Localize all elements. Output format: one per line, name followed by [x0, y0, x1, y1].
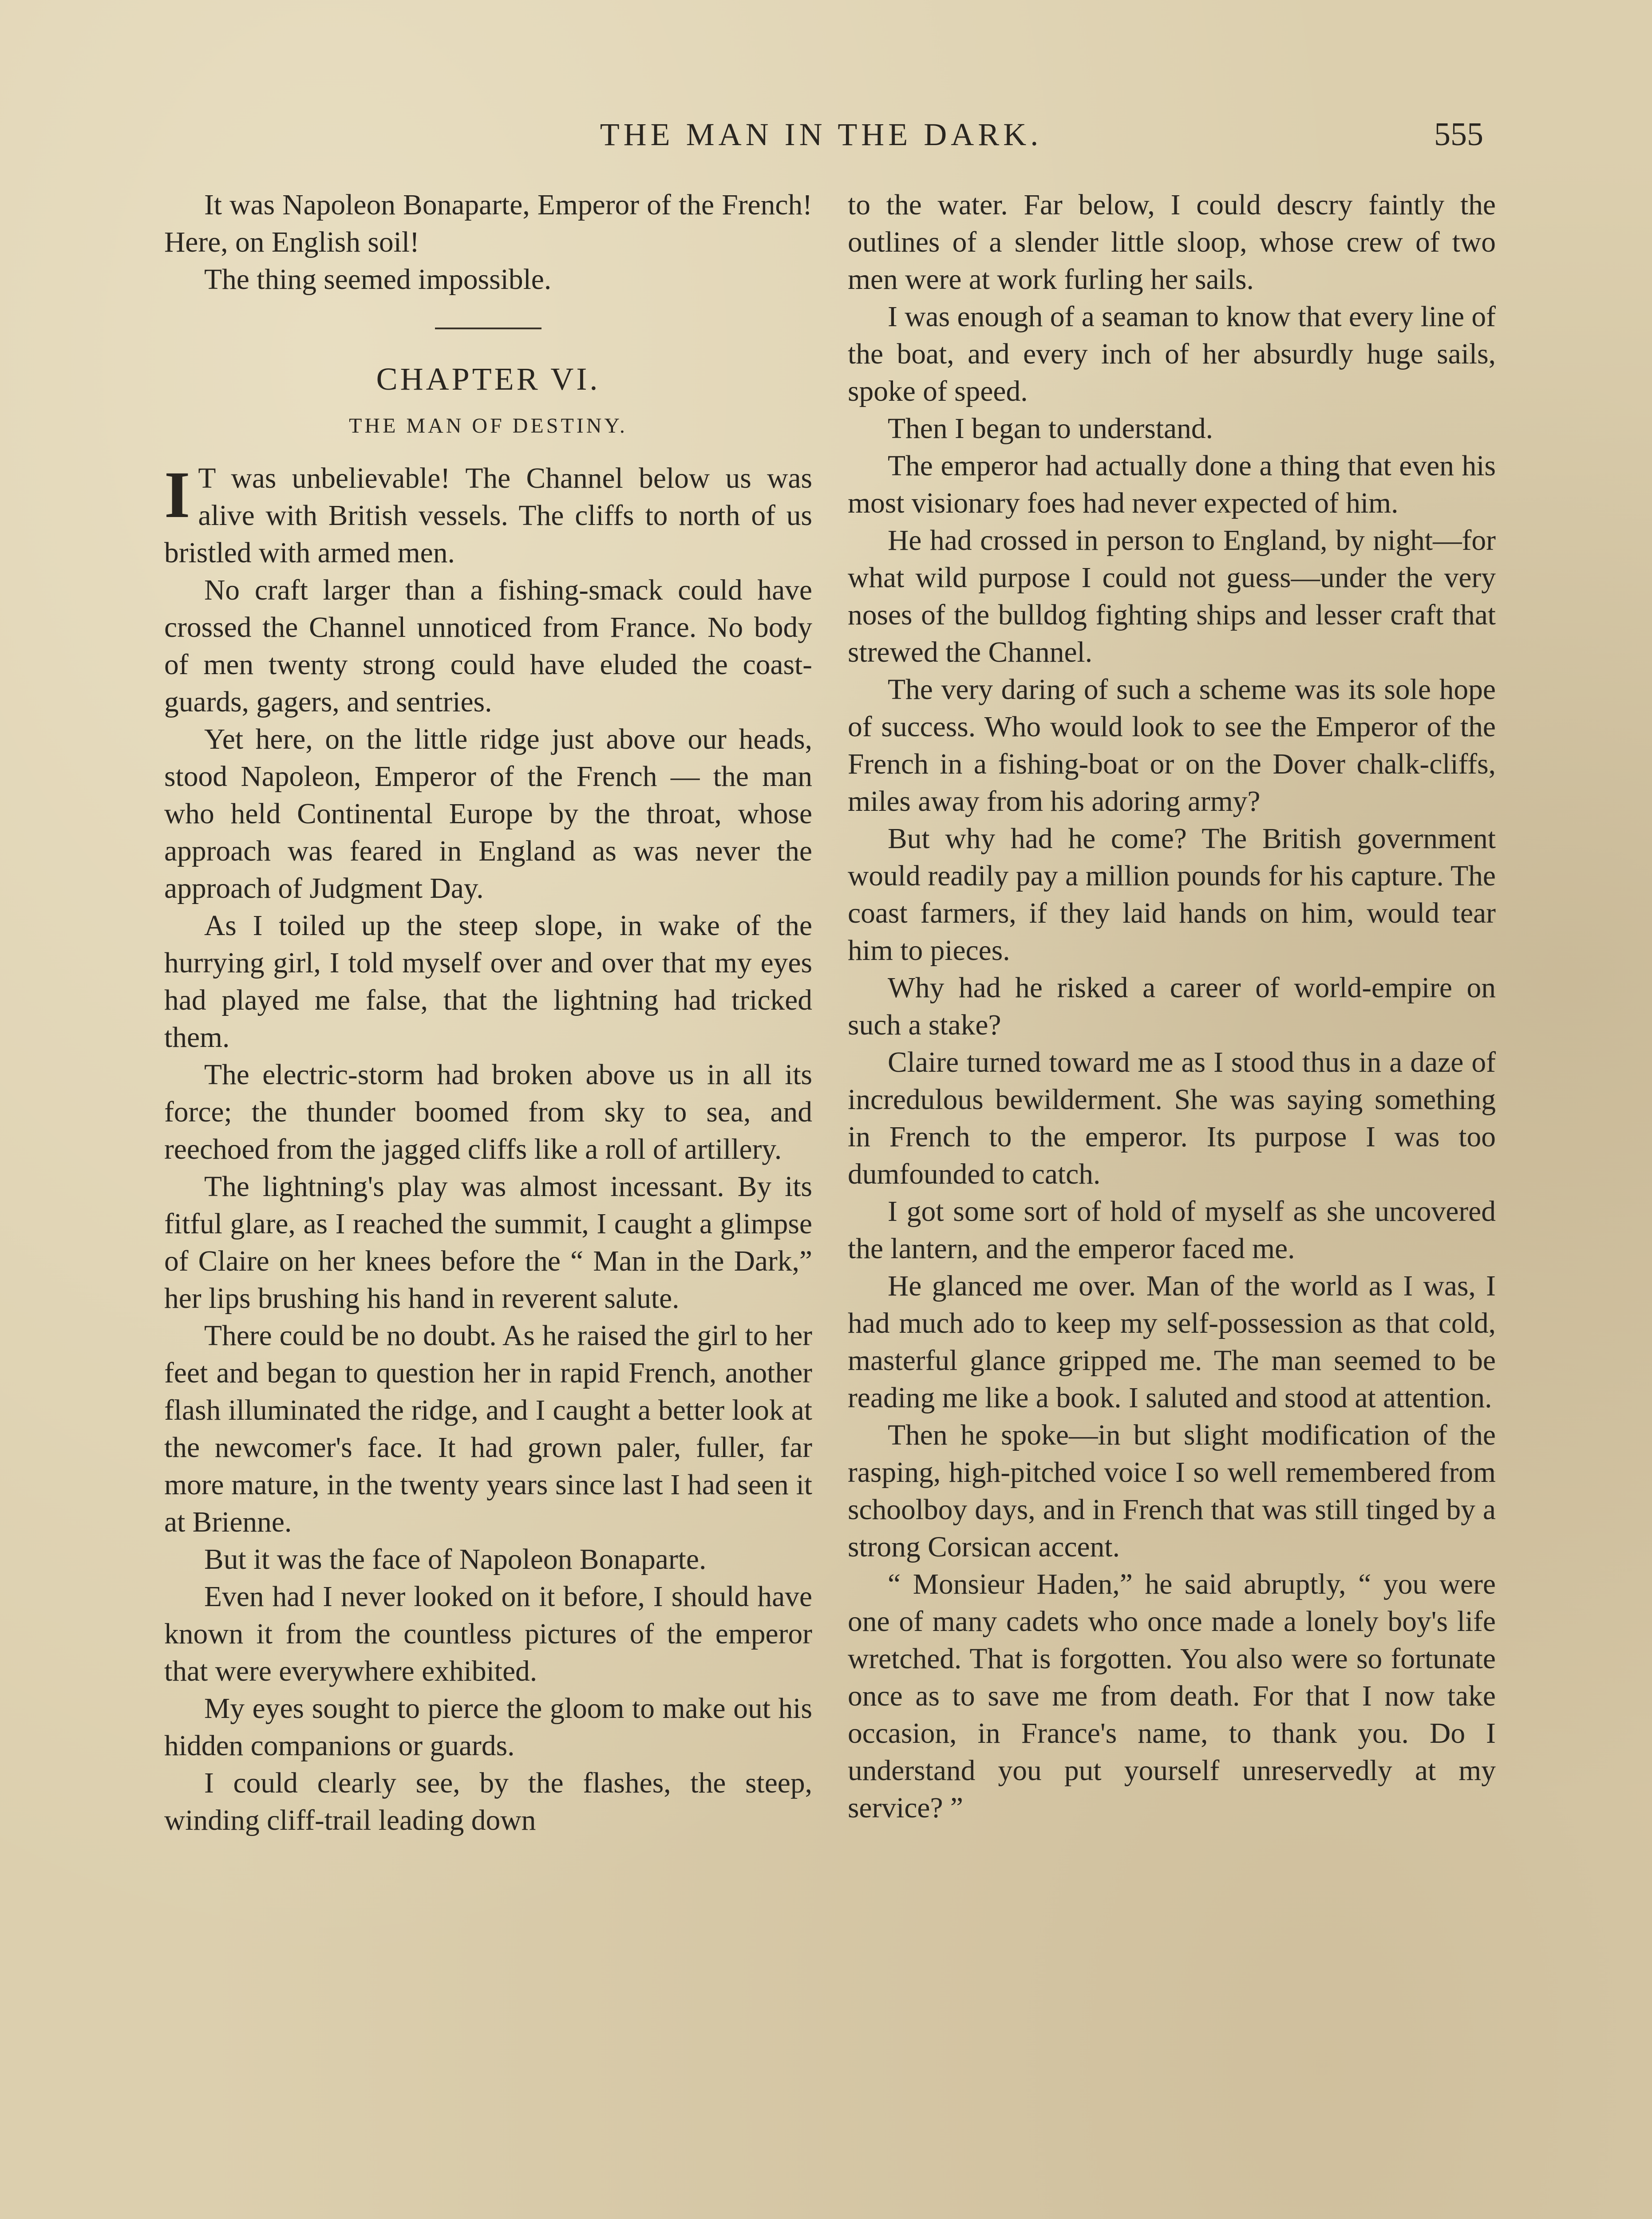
paragraph: I could clearly see, by the flashes, the steep, winding cliff-trail leading down	[164, 1767, 812, 1836]
paragraph: As I toiled up the steep slope, in wake of the hurrying girl, I told myself over and over that my eyes had played me false, that the lightning had tricked them.	[164, 910, 812, 1054]
paragraph: He glanced me over. Man of the world as I was, I had much ado to keep my self-possession as that cold, masterful glance gripped me. The man seemed to be reading me like a book. I saluted and stood at attention.	[848, 1270, 1496, 1414]
continued-paragraph: to the water. Far below, I could descry faintly the outlines of a slender little sloop, whose crew of two men were at work furling her sails.	[848, 189, 1496, 296]
drop-cap-text: T was unbelievable! The Channel below us was alive with British vessels. The cliffs to north of us bristled with armed men.	[164, 462, 812, 569]
page-number: 555	[1434, 116, 1483, 153]
running-head	[0, 115, 1652, 154]
paragraph: But why had he come? The British government would readily pay a million pounds for his capture. The coast farmers, if they laid hands on him, would tear him to pieces.	[848, 823, 1496, 967]
section-divider	[435, 328, 541, 329]
drop-cap: I	[164, 458, 190, 532]
running-title: THE MAN IN THE DARK.	[600, 117, 1043, 152]
paragraph: It was Napoleon Bonaparte, Emperor of the French! Here, on English soil!	[164, 189, 812, 258]
paragraph: Claire turned toward me as I stood thus in a daze of incredulous bewilderment. She was saying something in French to the emperor. Its purpose I was too dumfounded to catch.	[848, 1046, 1496, 1190]
paragraph: The very daring of such a scheme was its sole hope of success. Who would look to see the Emperor of the French in a fishing-boat or on the Dover chalk-cliffs, miles away from his adoring army?	[848, 674, 1496, 817]
paragraph: Why had he risked a career of world-empire on such a stake?	[848, 972, 1496, 1041]
paragraph: He had crossed in person to England, by night—for what wild purpose I could not guess—under the very noses of the bulldog fighting ships and lesser craft that strewed the Channel.	[848, 525, 1496, 668]
paragraph: Even had I never looked on it before, I should have known it from the countless pictures of the emperor that were everywhere exhibited.	[164, 1581, 812, 1687]
paragraph: There could be no doubt. As he raised the girl to her feet and began to question her in rapid French, another flash illuminated the ridge, and I caught a better look at the newcomer's face. It had grown paler, fuller, far more mature, in the twenty years since last I had seen it at Brienne.	[164, 1320, 812, 1538]
paragraph: But it was the face of Napoleon Bonaparte.	[204, 1544, 707, 1575]
paragraph: The thing seemed impossible.	[204, 264, 552, 296]
paragraph: The electric-storm had broken above us in all its force; the thunder boomed from sky to sea, and reechoed from the jagged cliffs like a roll of artillery.	[164, 1059, 812, 1165]
paragraph: The emperor had actually done a thing that even his most visionary foes had never expected of him.	[848, 450, 1496, 519]
paragraph: “ Monsieur Haden,” he said abruptly, “ you were one of many cadets who once made a lonely boy's life wretched. That is forgotten. You also were so fortunate once as to save me from death. For that I now take occasion, in France's name, to thank you. Do I understand you put yourself unreservedly at my service? ”	[848, 1568, 1496, 1824]
chapter-title: THE MAN OF DESTINY.	[349, 414, 628, 438]
right-column	[848, 186, 1496, 2219]
paragraph: Then he spoke—in but slight modification of the rasping, high-pitched voice I so well remembered from schoolboy days, and in French that was still tinged by a strong Corsican accent.	[848, 1419, 1496, 1563]
left-column	[164, 186, 812, 2219]
paragraph: My eyes sought to pierce the gloom to make out his hidden companions or guards.	[164, 1693, 812, 1762]
paragraph: The lightning's play was almost incessant. By its fitful glare, as I reached the summit, I caught a glimpse of Claire on her knees before the “ Man in the Dark,” her lips brushing his hand in reverent salute.	[164, 1171, 812, 1315]
paragraph: Then I began to understand.	[888, 413, 1213, 445]
paragraph: No craft larger than a fishing-smack could have crossed the Channel unnoticed from France. No body of men twenty strong could have eluded the coast-guards, gagers, and sentries.	[164, 574, 812, 718]
chapter-number: CHAPTER VI.	[376, 361, 601, 397]
chapter-opening-paragraph	[164, 460, 812, 572]
paragraph: I was enough of a seaman to know that every line of the boat, and every inch of her absurdly huge sails, spoke of speed.	[848, 301, 1496, 407]
paragraph: I got some sort of hold of myself as she uncovered the lantern, and the emperor faced me.	[848, 1196, 1496, 1265]
paragraph: Yet here, on the little ridge just above our heads, stood Napoleon, Emperor of the French — the man who held Continental Europe by the throat, whose approach was feared in England as was never the approach of Judgment Day.	[164, 723, 812, 904]
